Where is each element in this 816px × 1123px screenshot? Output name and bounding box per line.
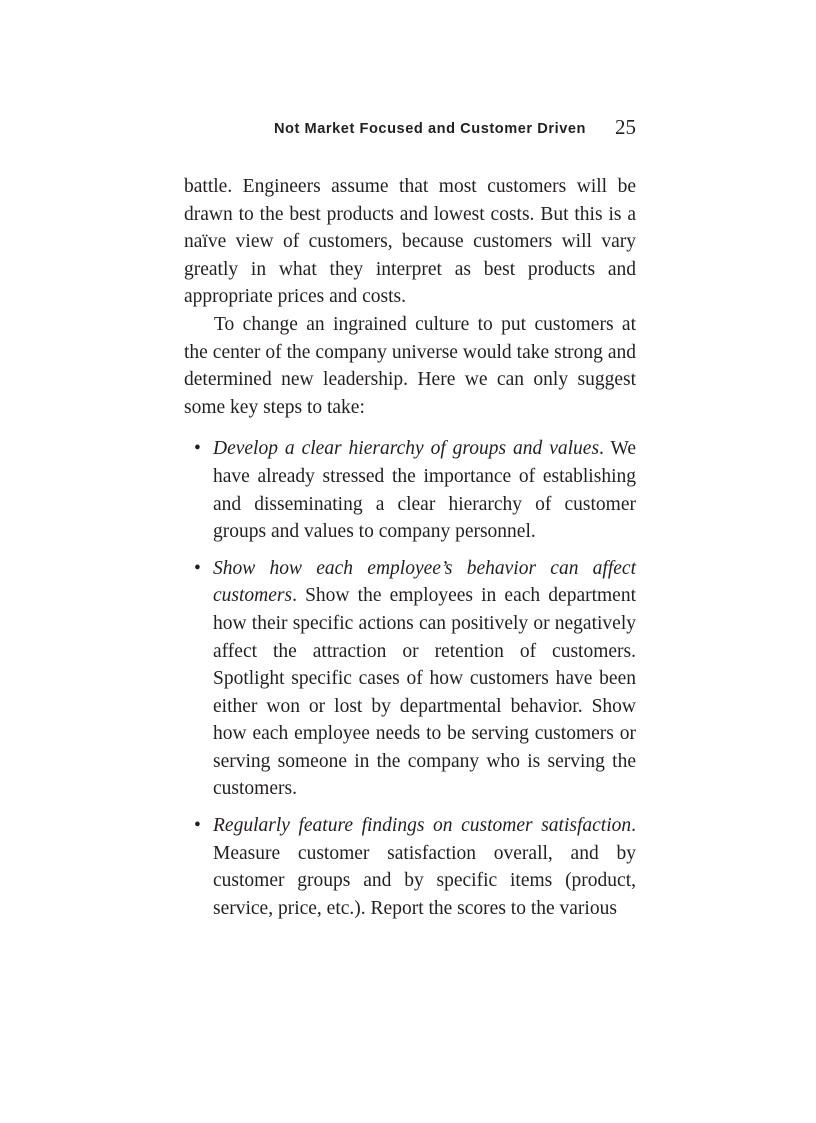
- paragraph: battle. Engineers assume that most customers will be drawn to the best products and lowest costs. But this is a naïve view of customers, because customers will vary greatly in what they interpret as best products and appropriate prices and costs.: [184, 176, 636, 308]
- paragraph: To change an ingrained culture to put customers at the center of the company universe would take strong and determined new leadership. Here we can only suggest some key steps to take:: [184, 313, 636, 418]
- bullet-icon: •: [194, 815, 201, 837]
- list-item-text: . Measure customer satisfaction overall, and by customer groups and by specific items (product, service, price, etc.). Report the scores to the various: [213, 815, 636, 919]
- bullet-icon: •: [194, 557, 201, 579]
- list-item: [184, 435, 636, 545]
- list-item: [184, 812, 636, 922]
- list-item-text: . We have already stressed the importance of establishing and disseminating a clear hierarchy of customer groups and values to company personnel.: [213, 438, 636, 543]
- list-item-text: . Show the employees in each department how their specific actions can positively or negatively affect the attraction or retention of customers. Spotlight specific cases of how customers have been either won or lost by departmental behavior. Show how each employee needs to be serving customers or serving someone in the company who is serving the customers.: [213, 585, 636, 800]
- list-item-heading: Develop a clear hierarchy of groups and values: [213, 438, 600, 460]
- running-head-title: Not Market Focused and Customer Driven: [273, 121, 586, 137]
- list-item: [184, 555, 636, 803]
- running-head: [184, 113, 636, 147]
- key-steps-list: [184, 435, 636, 922]
- page-number: 25: [615, 115, 636, 139]
- list-item-heading: Show how each employee’s behavior can affect customers: [213, 557, 636, 607]
- body-text: [184, 173, 636, 922]
- bullet-icon: •: [194, 438, 201, 460]
- list-item-heading: Regularly feature findings on customer satisfaction: [213, 815, 632, 837]
